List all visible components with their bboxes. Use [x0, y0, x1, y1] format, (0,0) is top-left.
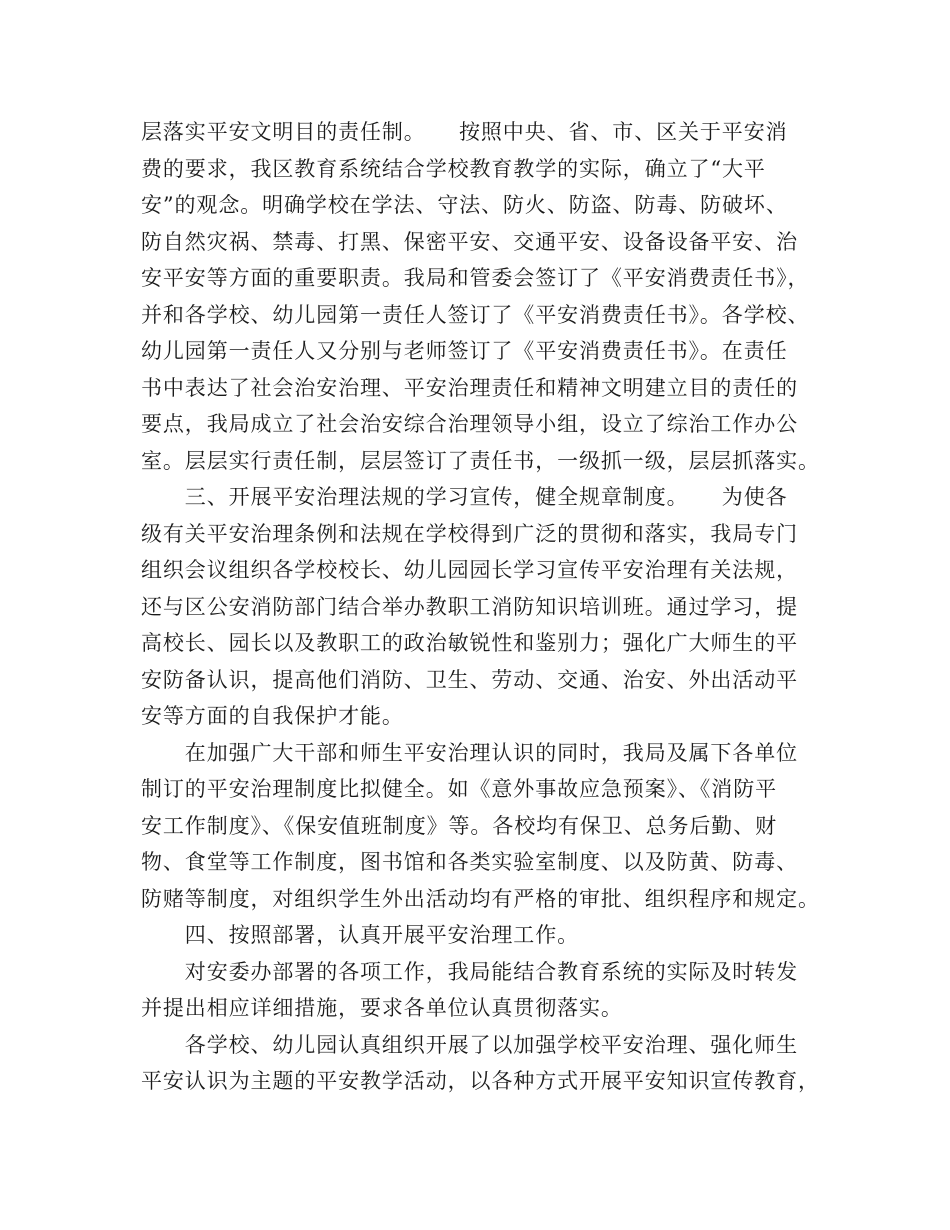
- text-line: 各学校、幼儿园认真组织开展了以加强学校平安治理、强化师生: [141, 1032, 798, 1057]
- section-heading-3: 三、开展平安治理法规的学习宣传，健全规章制度。 为使各: [141, 485, 788, 509]
- text-line: 要点，我局成立了社会治安综合治理领导小组，设立了综治工作办公: [141, 412, 798, 436]
- text-line: 费的要求，我区教育系统结合学校教育教学的实际，确立了“大平: [141, 156, 766, 181]
- text-line: 室。层层实行责任制，层层签订了责任书，一级抓一级，层层抓落实。: [141, 448, 820, 473]
- text-line: 安平安等方面的重要职责。我局和管委会签订了《平安消费责任书》，: [141, 266, 810, 290]
- text-line: 级有关平安治理条例和法规在学校得到广泛的贯彻和落实，我局专门: [141, 521, 798, 546]
- text-line: 并提出相应详细措施，要求各单位认真贯彻落实。: [141, 996, 623, 1020]
- text-line: 平安认识为主题的平安教学活动，以各种方式开展平安知识宣传教育，: [141, 1069, 820, 1093]
- section-heading-4: 四、按照部署，认真开展平安治理工作。: [141, 923, 579, 947]
- text-line: 制订的平安治理制度比拟健全。如《意外事故应急预案》、《消防平: [141, 777, 777, 801]
- text-line: 层落实平安文明目的责任制。 按照中央、省、市、区关于平安消: [141, 120, 788, 144]
- text-line: 幼儿园第一责任人又分别与老师签订了《平安消费责任书》。在责任: [141, 339, 788, 363]
- text-line: 防赌等制度，对组织学生外出活动均有严格的审批、组织程序和规定。: [141, 886, 820, 911]
- text-line: 组织会议组织各学校校长、幼儿园园长学习宣传平安治理有关法规，: [141, 558, 798, 582]
- text-line: 还与区公安消防部门结合举办教职工消防知识培训班。通过学习，提: [141, 594, 798, 619]
- text-line: 物、食堂等工作制度，图书馆和各类实验室制度、以及防黄、防毒、: [141, 850, 798, 874]
- text-line: 安防备认识，提高他们消防、卫生、劳动、交通、治安、外出活动平: [141, 667, 798, 692]
- text-line: 对安委办部署的各项工作，我局能结合教育系统的实际及时转发: [141, 959, 798, 984]
- text-line: 防自然灾祸、禁毒、打黑、保密平安、交通平安、设备设备平安、治: [141, 229, 798, 254]
- body-text: [141, 114, 831, 1100]
- text-line: 安工作制度》、《保安值班制度》等。各校均有保卫、总务后勤、财: [141, 813, 777, 838]
- text-line: 高校长、园长以及教职工的政治敏锐性和鉴别力；强化广大师生的平: [141, 631, 798, 655]
- text-line: 在加强广大干部和师生平安治理认识的同时，我局及属下各单位: [141, 740, 798, 765]
- text-line: 书中表达了社会治安治理、平安治理责任和精神文明建立目的责任的: [141, 375, 798, 400]
- text-line: 并和各学校、幼儿园第一责任人签订了《平安消费责任书》。各学校、: [141, 302, 810, 327]
- text-line: 安等方面的自我保护才能。: [141, 704, 404, 728]
- text-line: 安”的观念。明确学校在学法、守法、防火、防盗、防毒、防破坏、: [141, 193, 788, 217]
